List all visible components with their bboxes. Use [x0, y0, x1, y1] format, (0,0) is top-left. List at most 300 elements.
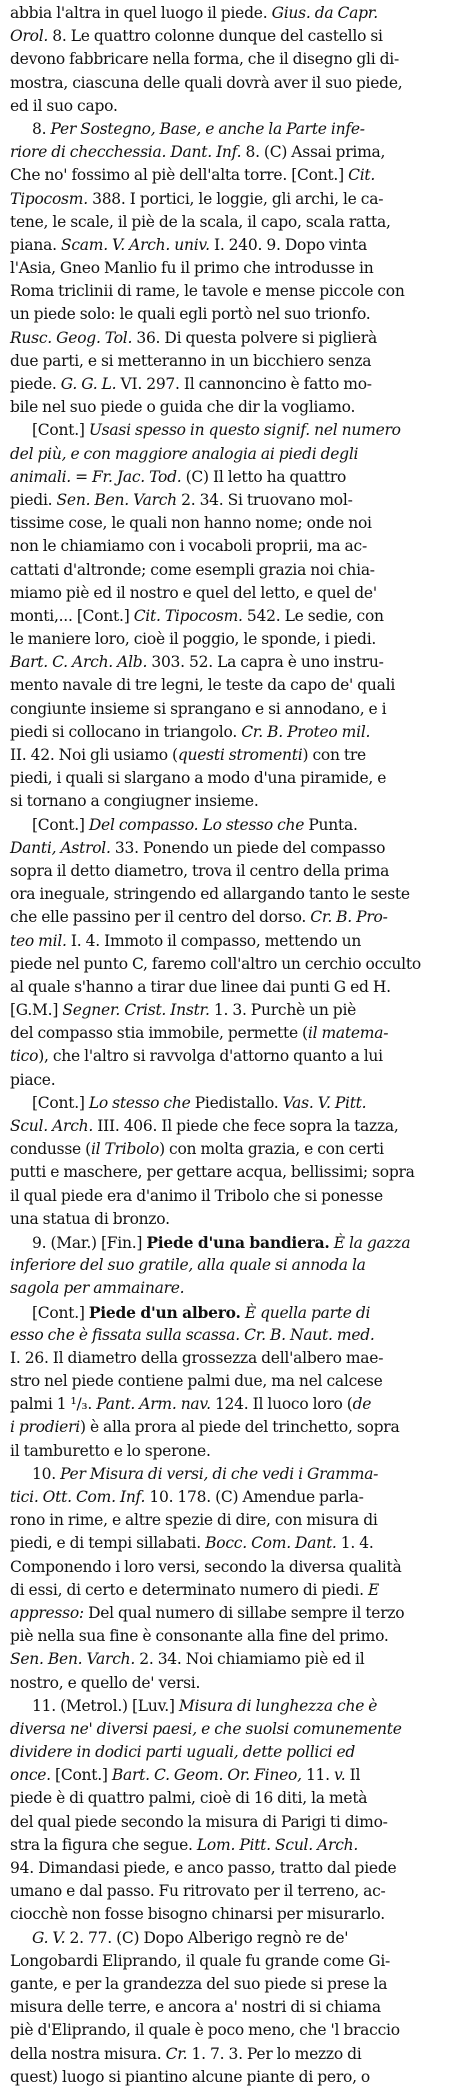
italic-text: G. V.: [32, 1928, 66, 1947]
text-line-content: [32, 1231, 410, 1255]
text-run: piana.: [10, 235, 61, 254]
text-line-content: [10, 582, 377, 605]
italic-text: i prodieri: [10, 1418, 80, 1437]
italic-text: Pant. Arm. nav.: [96, 1395, 211, 1414]
text-line-content: [10, 95, 118, 118]
text-line-content: [10, 211, 391, 234]
text-line: [10, 2019, 462, 2042]
text-line: [10, 1695, 462, 1718]
text-line: [10, 930, 462, 953]
text-line-content: [10, 396, 355, 419]
text-line-content: [10, 1486, 364, 1509]
italic-text: Cit. Tipocosm.: [133, 606, 243, 625]
text-run: Che no' fossimo al piè dell'alta torre. [Cont.]: [10, 166, 349, 185]
text-line: [10, 1811, 462, 1834]
text-line: [10, 188, 462, 211]
text-line: [10, 1486, 462, 1509]
text-run: il qual piede era d'animo il Tribolo che si ponesse: [10, 1186, 383, 1205]
text-run: devono fabbricare nella forma, che il disegno gli di-: [10, 50, 399, 69]
text-line-content: [32, 1092, 366, 1115]
text-run: piedi si collocano in triangolo.: [10, 722, 242, 741]
italic-text: Cr. B. Pro-: [310, 908, 388, 927]
text-line-content: [10, 1022, 388, 1045]
text-run: 10. 178. (C) Amendue parla-: [145, 1488, 364, 1506]
text-run: mento navale di tre legni, le teste da capo de' quali: [10, 676, 396, 695]
text-line-content: [10, 605, 384, 628]
text-line: [10, 698, 462, 721]
text-line-content: [32, 1695, 377, 1718]
text-run: VI. 297. Il cannoncino è fatto mo-: [116, 375, 372, 393]
text-line: [10, 790, 462, 813]
text-line-content: [32, 118, 365, 141]
text-run: non le chiamiamo con i vocaboli proprii, ma ac-: [10, 537, 367, 556]
text-run: del compasso stia immobile, permette (: [10, 1024, 308, 1043]
text-line: [10, 651, 462, 674]
text-run: ) è alla prora al piede del trinchetto, sopra: [79, 1418, 400, 1437]
text-line: [10, 1532, 462, 1555]
text-line: [10, 1509, 462, 1532]
text-run: 1. 4.: [336, 1534, 374, 1553]
text-line: [10, 1996, 462, 2019]
text-run: I. 26. Il diametro della grossezza dell'albero mae-: [10, 1348, 384, 1367]
text-run: il tamburetto e lo sperone.: [10, 1441, 211, 1460]
text-line-content: [10, 1857, 396, 1880]
text-run: 388. I portici, le loggie, gli archi, le ca-: [87, 189, 384, 208]
text-run: Del qual numero di sillabe sempre il terzo: [83, 1603, 405, 1622]
italic-text: Del compasso. Lo stesso che: [88, 815, 305, 834]
text-run: Componendo i loro versi, secondo la diversa qualità: [10, 1557, 402, 1576]
text-line: [10, 1903, 462, 1926]
text-run: [Cont.]: [32, 815, 89, 834]
text-line: [10, 2, 462, 25]
text-line-content: [10, 466, 346, 489]
text-run: mostra, ciascuna delle quali dovrà aver il suo piede,: [10, 73, 403, 92]
text-line-content: [10, 2, 378, 25]
text-line: [10, 25, 462, 48]
text-line: [10, 860, 462, 883]
italic-text: il Tribolo: [90, 1140, 160, 1159]
text-run: ora ineguale, stringendo ed allargando tanto le seste: [10, 885, 410, 904]
text-line-content: [10, 1069, 55, 1092]
italic-text: riore di checchessia. Dant. Inf.: [10, 143, 242, 162]
text-run: 11.: [301, 1766, 335, 1785]
text-line-content: [10, 1161, 415, 1184]
italic-text: Tipocosm.: [10, 189, 88, 208]
text-run: ) con molta grazia, e con certi: [159, 1140, 384, 1159]
text-line: [10, 1416, 462, 1439]
text-line-content: [10, 164, 375, 187]
text-line: [10, 1463, 462, 1486]
italic-text: Per Misura di versi, di che vedi i Gramma-: [60, 1464, 379, 1483]
text-line: [10, 1324, 462, 1347]
text-line: [10, 999, 462, 1022]
text-line-content: [32, 1463, 378, 1486]
text-run: un piede solo: le quali egli portò nel suo trionfo.: [10, 305, 371, 324]
text-line-content: [10, 1718, 402, 1741]
text-line-content: [10, 1764, 360, 1787]
text-line-content: [10, 1324, 375, 1347]
text-run: stro nel piede contiene palmi due, ma nel calcese: [10, 1372, 383, 1391]
text-run: quest) luogo si piantino alcune piante di pero, o: [10, 2067, 371, 2086]
text-run: piedi.: [10, 490, 57, 509]
text-line: [10, 1672, 462, 1695]
text-line-content: [10, 373, 372, 396]
italic-text: Cit.: [348, 166, 376, 185]
italic-text: esso che è fissata sulla scassa. Cr. B. Naut. med.: [10, 1325, 375, 1344]
text-run: due parti, e si metteranno in un bicchiero senza: [10, 351, 372, 370]
text-line-content: [10, 860, 389, 883]
text-line: [10, 164, 462, 187]
text-line: [10, 1440, 462, 1463]
text-run: Longobardi Eliprando, il quale fu grande come Gi-: [10, 1951, 391, 1970]
text-run: una statua di bronzo.: [10, 1209, 170, 1228]
text-line: [10, 605, 462, 628]
text-line: [10, 1764, 462, 1787]
text-line: [10, 2043, 462, 2066]
italic-text: G. G. L.: [60, 375, 117, 393]
text-run: 94. Dimandasi piede, e anco passo, tratto dal piede: [10, 1859, 397, 1877]
text-line: [10, 1208, 462, 1231]
bold-heading: Piede d'un albero.: [88, 1302, 241, 1322]
text-line-content: [10, 1185, 383, 1208]
italic-text: Scul. Arch.: [10, 1117, 94, 1135]
text-line: [10, 1254, 462, 1277]
text-run: bile nel suo piede o guida che dir la vogliamo.: [10, 398, 356, 417]
text-line-content: [10, 1648, 364, 1671]
text-run: condusse (: [10, 1140, 91, 1159]
italic-text: Bart. C. Arch. Alb.: [10, 653, 148, 672]
text-run: miamo piè ed il nostro e quel del letto, e quel de': [10, 583, 377, 602]
text-line-content: [10, 1602, 404, 1625]
text-line: [10, 211, 462, 234]
text-line: [10, 1301, 462, 1324]
text-line-content: [10, 489, 353, 512]
text-line: [10, 582, 462, 605]
text-line: [10, 280, 462, 303]
text-run: tene, le scale, il piè de la scala, il capo, scala ratta,: [10, 212, 391, 231]
text-line: [10, 1579, 462, 1602]
italic-text: Cr.: [165, 2044, 188, 2063]
text-line-content: [32, 1927, 348, 1950]
italic-text: Per Sostegno, Base, e anche la Parte infe-: [50, 119, 365, 138]
text-line: [10, 628, 462, 651]
text-line-content: [10, 2043, 361, 2066]
text-line-content: [10, 1370, 383, 1393]
text-line-content: [10, 1973, 387, 1996]
text-run: 36. Di questa polvere si piglierà: [132, 328, 377, 347]
italic-text: E: [367, 1580, 380, 1599]
text-line-content: [10, 535, 367, 558]
text-run: tissime cose, le quali non hanno nome; onde noi: [10, 514, 372, 533]
text-line-content: [10, 953, 421, 976]
text-line-content: [10, 790, 259, 813]
text-run: 10.: [32, 1464, 61, 1483]
text-line-content: [10, 1416, 399, 1439]
text-line-content: [10, 883, 410, 906]
text-line-content: [10, 1254, 366, 1277]
text-run: della nostra misura.: [10, 2044, 166, 2063]
text-run: che elle passino per il centro del dorso.: [10, 908, 311, 927]
text-line: [10, 744, 462, 767]
text-run: Roma triclinii di rame, le tavole e mense piccole con: [10, 282, 405, 301]
text-line: [10, 1370, 462, 1393]
text-line-content: [10, 2066, 370, 2089]
text-line-content: [10, 443, 358, 466]
text-line-content: [10, 1045, 383, 1068]
italic-text: de: [352, 1395, 372, 1414]
text-run: abbia l'altra in quel luogo il piede.: [10, 4, 272, 22]
text-run: ed il suo capo.: [10, 96, 118, 115]
text-line: [10, 1045, 462, 1068]
text-run: Piedistallo.: [190, 1093, 283, 1112]
text-line-content: [10, 327, 377, 350]
text-run: I. 4. Immoto il compasso, mettendo un: [66, 931, 362, 950]
text-line-content: [10, 1393, 371, 1416]
italic-text: Cr. B. Proteo mil.: [241, 722, 371, 741]
text-run: ), che l'altro si ravvolga d'attorno quanto a lui: [38, 1047, 383, 1066]
text-run: palmi 1 ¹/₃.: [10, 1395, 97, 1414]
text-line: [10, 1602, 462, 1625]
text-line-content: [10, 1903, 385, 1926]
text-run: 124. Il luoco loro (: [210, 1395, 353, 1414]
text-line-content: [10, 280, 405, 303]
text-line: [10, 396, 462, 419]
text-run: I. 240. 9. Dopo vinta: [209, 235, 367, 254]
text-line: [10, 976, 462, 999]
text-line: [10, 234, 462, 257]
text-run: 2. 34. Noi chiamiamo piè ed il: [135, 1650, 365, 1669]
text-line: [10, 1927, 462, 1950]
italic-text: Lo stesso che: [88, 1093, 191, 1112]
text-line-content: [10, 141, 385, 164]
text-line: [10, 512, 462, 535]
text-line: [10, 674, 462, 697]
text-run: piè d'Eliprando, il quale è poco meno, che 'l braccio: [10, 2021, 400, 2040]
text-run: 2. 34. Si truovano mol-: [176, 490, 353, 509]
text-line: [10, 1393, 462, 1416]
text-run: cattati d'altronde; come esempli grazia noi chia-: [10, 560, 375, 579]
text-run: [Cont.]: [32, 421, 89, 440]
text-line-content: [10, 2019, 400, 2042]
italic-text: Bart. C. Geom. Or. Fineo,: [111, 1766, 302, 1785]
text-line: [10, 257, 462, 280]
text-line-content: [10, 1787, 367, 1810]
text-line-content: [10, 744, 366, 767]
text-line: [10, 1022, 462, 1045]
text-line-content: [10, 906, 388, 929]
bold-heading: Piede d'una bandiera.: [146, 1232, 330, 1252]
italic-text: sagola per ammainare.: [10, 1279, 185, 1298]
text-run: 8.: [32, 119, 51, 138]
italic-text: il matema-: [307, 1024, 389, 1043]
text-line: [10, 327, 462, 350]
text-line: [10, 906, 462, 929]
text-run: stra la figura che segue.: [10, 1835, 197, 1854]
text-run: piede è di quattro palmi, cioè di 16 diti, la metà: [10, 1789, 368, 1808]
text-line-content: [10, 1880, 386, 1903]
text-line: [10, 559, 462, 582]
text-line-content: [10, 1115, 399, 1138]
text-line-content: [10, 1625, 389, 1648]
text-line-content: [10, 1509, 378, 1532]
text-line: [10, 1185, 462, 1208]
text-run: piede.: [10, 375, 61, 393]
text-line-content: [10, 350, 371, 373]
text-run: 1. 7. 3. Per lo mezzo di: [187, 2044, 362, 2063]
text-run: piedi, i quali si slargano a modo d'una piramide, e: [10, 769, 387, 788]
text-run: 11. (Metrol.) [Luv.]: [32, 1696, 179, 1715]
text-run: si tornano a congiugner insieme.: [10, 792, 259, 811]
text-run: (C) Il letto ha quattro: [181, 467, 347, 486]
text-line: [10, 1231, 462, 1254]
text-line: [10, 1161, 462, 1184]
text-line-content: [10, 767, 386, 790]
text-line: [10, 1973, 462, 1996]
text-line: [10, 489, 462, 512]
italic-text: once.: [10, 1766, 51, 1785]
text-line-content: [10, 1556, 401, 1579]
text-run: 1. 3. Purchè un piè: [209, 1001, 357, 1020]
text-line: [10, 72, 462, 95]
text-run: 33. Ponendo un piede del compasso: [110, 838, 386, 857]
text-line: [10, 1718, 462, 1741]
text-line-content: [10, 721, 370, 744]
text-line-content: [10, 1579, 379, 1602]
text-run: Punta.: [304, 815, 358, 834]
text-run: ciocchè non fosse bisogno chinarsi per misurarlo.: [10, 1905, 385, 1924]
text-run: di essi, di certo e determinato numero di piedi.: [10, 1580, 368, 1599]
italic-text: tico: [10, 1047, 39, 1066]
text-line-content: [10, 930, 361, 953]
text-line: [10, 1648, 462, 1671]
italic-text: dividere in dodici parti uguali, dette pollici ed: [10, 1743, 356, 1762]
text-line: [10, 141, 462, 164]
italic-text: Scam. V. Arch. univ.: [60, 235, 210, 254]
italic-text: Segner. Crist. Instr.: [62, 1001, 210, 1020]
text-line-content: [10, 1138, 384, 1161]
text-line: [10, 1950, 462, 1973]
text-run: sopra il detto diametro, trova il centro della prima: [10, 861, 390, 880]
text-line: [10, 95, 462, 118]
italic-text: È la gazza: [333, 1233, 411, 1252]
text-line: [10, 1347, 462, 1370]
text-run: le maniere loro, cioè il poggio, le sponde, i piedi.: [10, 630, 377, 649]
text-line: [10, 373, 462, 396]
text-line: [10, 303, 462, 326]
text-line-content: [10, 559, 375, 582]
text-line-content: [10, 188, 383, 211]
italic-text: appresso:: [10, 1603, 84, 1622]
italic-text: Orol.: [10, 27, 49, 46]
text-line: [10, 1092, 462, 1115]
text-line-content: [10, 1811, 388, 1834]
text-line: [10, 2066, 462, 2089]
italic-text: Rusc. Geog. Tol.: [10, 328, 133, 347]
italic-text: Danti, Astrol.: [10, 838, 111, 857]
text-line-content: [10, 25, 383, 48]
text-line: [10, 419, 462, 442]
text-run: 9. (Mar.) [Fin.]: [32, 1233, 147, 1252]
text-line-content: [10, 512, 372, 535]
italic-text: del più, e con maggiore analogia ai piedi degli: [10, 444, 359, 463]
italic-text: Sen. Ben. Varch: [56, 490, 177, 509]
text-line-content: [10, 651, 384, 674]
text-line: [10, 883, 462, 906]
text-line-content: [10, 628, 376, 651]
text-line: [10, 535, 462, 558]
text-run: piè nella sua fine è consonante alla fine del primo.: [10, 1627, 389, 1646]
text-line: [10, 953, 462, 976]
text-line-content: [10, 999, 356, 1022]
italic-text: Gius. da Capr.: [271, 4, 378, 22]
text-line-content: [10, 1440, 211, 1463]
italic-text: Misura di lunghezza che è: [178, 1696, 378, 1715]
text-line-content: [32, 1301, 370, 1325]
italic-text: animali. = Fr. Jac. Tod.: [10, 467, 182, 486]
text-run: [Cont.]: [32, 1303, 89, 1322]
text-line: [10, 721, 462, 744]
text-line: [10, 1787, 462, 1810]
italic-text: v.: [334, 1766, 346, 1785]
text-line: [10, 1138, 462, 1161]
text-run: 8. Le quattro colonne dunque del castello si: [48, 27, 383, 46]
text-line-content: [10, 1347, 383, 1370]
text-line-content: [10, 1834, 358, 1857]
text-run: al quale s'hanno a tirar due linee dai punti G ed H.: [10, 977, 391, 996]
text-line: [10, 443, 462, 466]
text-run: misura delle terre, e ancora a' nostri di si chiama: [10, 1998, 381, 2017]
text-line: [10, 1069, 462, 1092]
text-run: [G.M.]: [10, 1001, 63, 1020]
text-run: 8. (C) Assai prima,: [241, 143, 386, 162]
text-line: [10, 1834, 462, 1857]
italic-text: teo mil.: [10, 931, 67, 950]
italic-text: Vas. V. Pitt.: [282, 1093, 367, 1112]
text-run: [Cont.]: [32, 1093, 89, 1112]
text-line-content: [10, 72, 402, 95]
text-run: gante, e per la grandezza del suo piede si prese la: [10, 1974, 388, 1993]
text-run: piedi, e di tempi sillabati.: [10, 1534, 206, 1553]
text-run: del qual piede secondo la misura di Parigi ti dimo-: [10, 1812, 388, 1831]
text-run: piace.: [10, 1070, 56, 1089]
text-line: [10, 1857, 462, 1880]
text-line: [10, 118, 462, 141]
italic-text: È quella parte di: [244, 1303, 371, 1322]
text-run: [Cont.]: [50, 1766, 112, 1785]
text-line-content: [10, 1532, 374, 1555]
text-run: umano e dal passo. Fu ritrovato per il terreno, ac-: [10, 1882, 386, 1901]
text-run: l'Asia, Gneo Manlio fu il primo che introdusse in: [10, 259, 374, 278]
italic-text: Lom. Pitt. Scul. Arch.: [196, 1835, 359, 1854]
italic-text: inferiore del suo gratile, alla quale si annoda la: [10, 1256, 366, 1275]
dictionary-page: [10, 2, 462, 2086]
text-line: [10, 1277, 462, 1300]
text-line-content: [10, 303, 370, 326]
text-line-content: [10, 1672, 200, 1695]
italic-text: tici. Ott. Com. Inf.: [10, 1488, 146, 1506]
text-line: [10, 1625, 462, 1648]
text-run: rono in rime, e altre spezie di dire, con misura di: [10, 1511, 378, 1530]
text-run: III. 406. Il piede che fece sopra la tazza,: [93, 1117, 399, 1135]
text-run: putti e maschere, per gettare acqua, bellissimi; sopra: [10, 1163, 415, 1182]
text-run: 2. 77. (C) Dopo Alberigo regnò re de': [65, 1928, 349, 1947]
text-line: [10, 1741, 462, 1764]
text-line-content: [10, 1277, 184, 1300]
text-line: [10, 1115, 462, 1138]
text-run: Il: [345, 1766, 361, 1785]
text-run: II. 42. Noi gli usiamo (: [10, 746, 178, 764]
italic-text: Sen. Ben. Varch.: [10, 1650, 136, 1669]
